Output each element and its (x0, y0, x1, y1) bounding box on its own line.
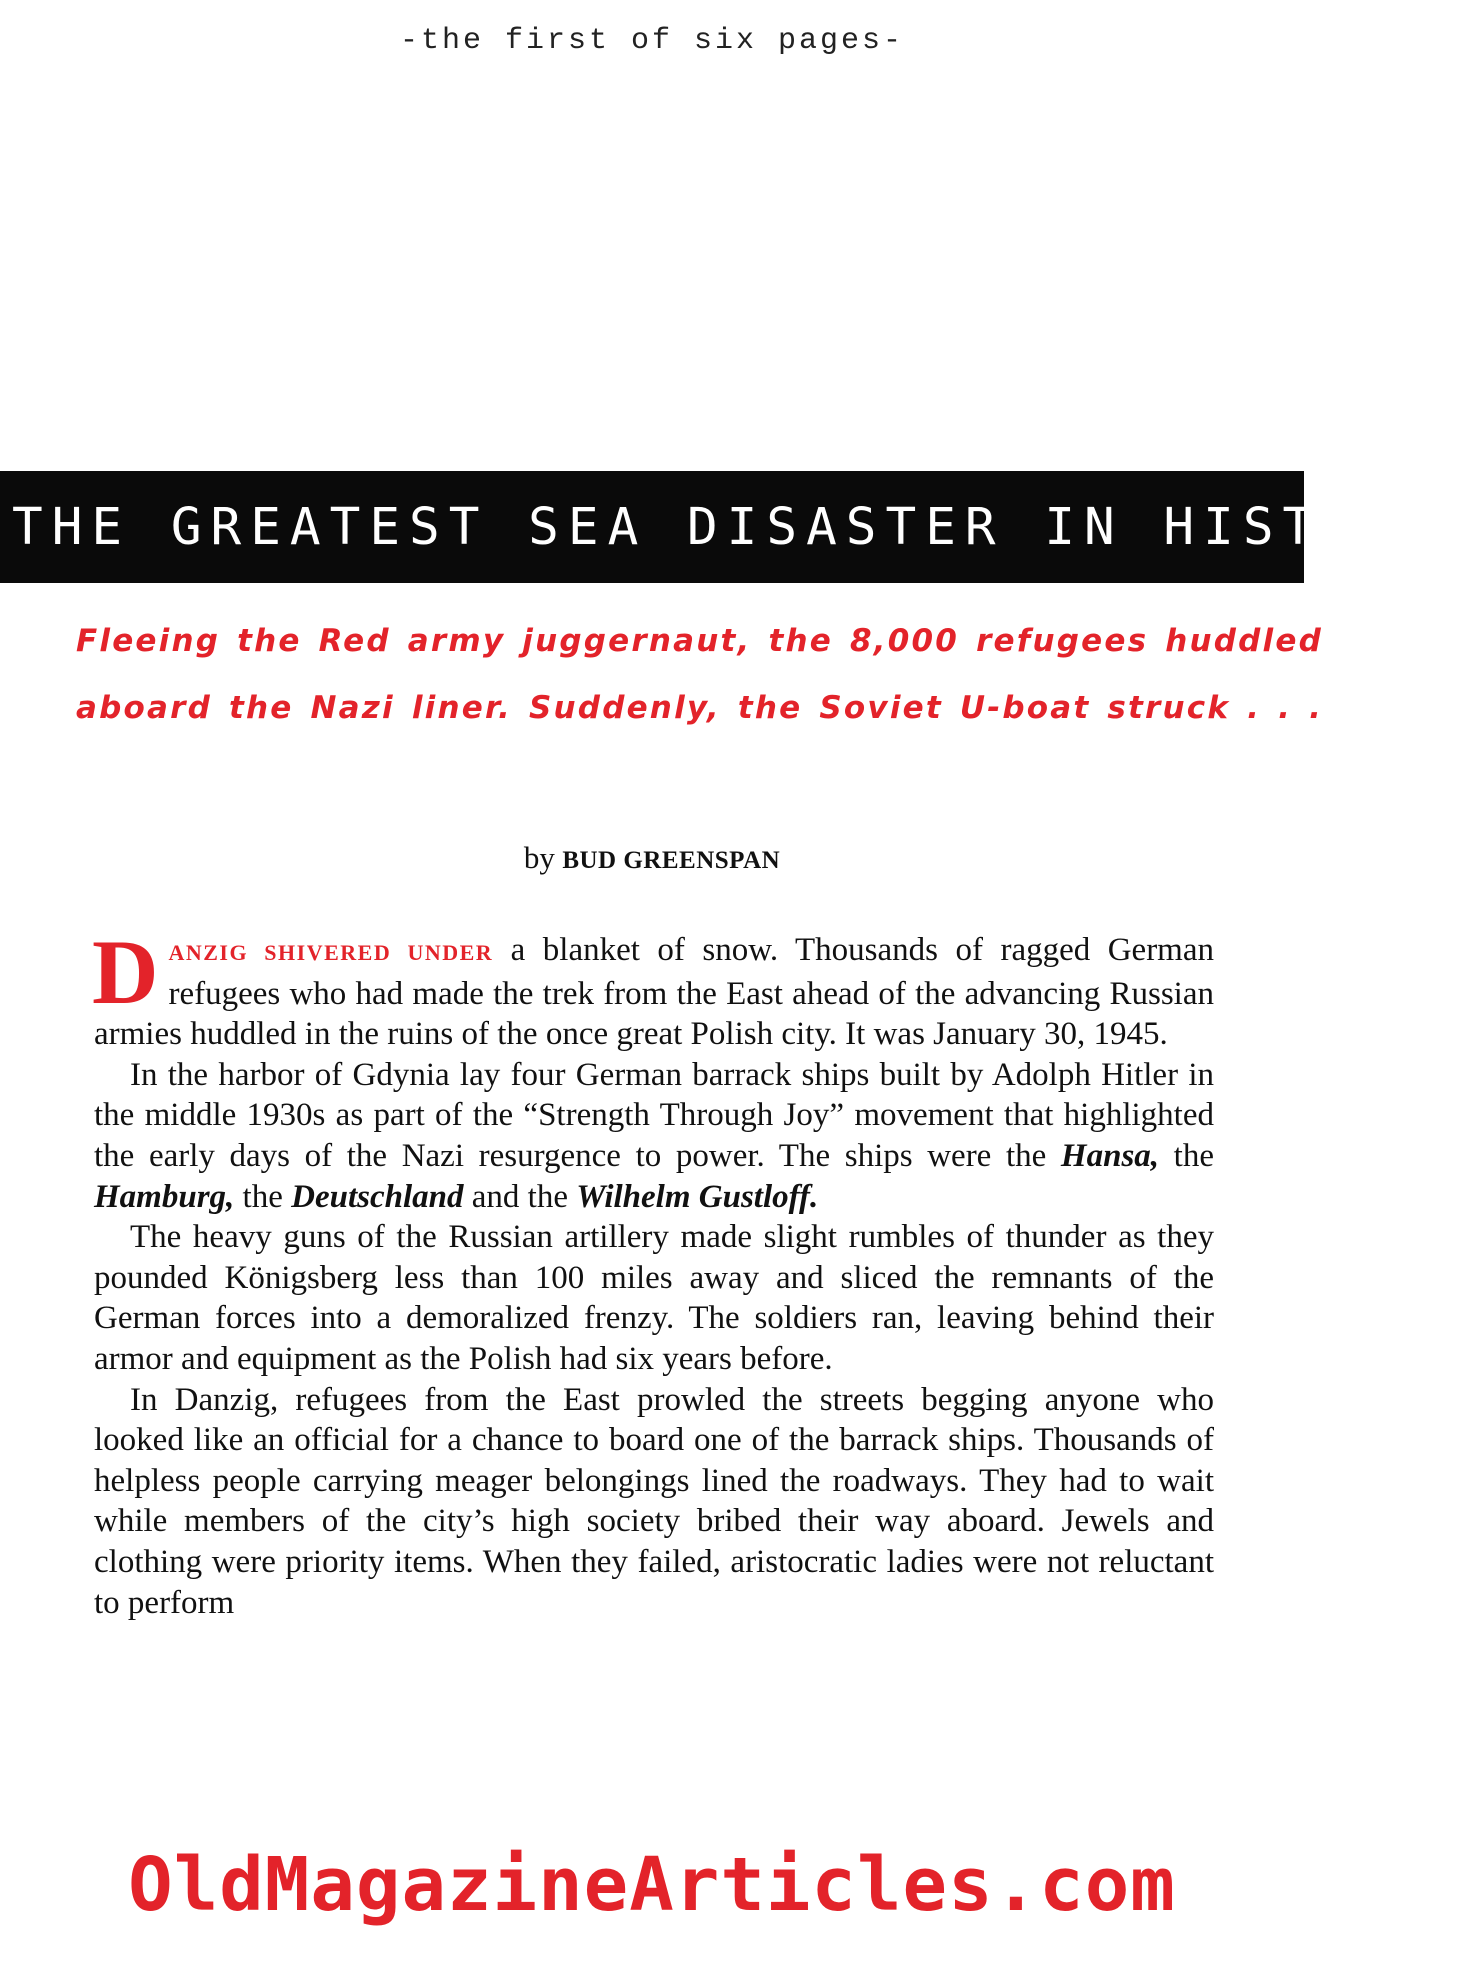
paragraph-2-text-c: the (234, 1178, 292, 1215)
paragraph-1-text: a blanket of snow. Thousands of ragged German refugees who had made the trek from the East ahead of the advancing Russian armies huddled in the ruins of the once great Polish city. It was January 30, 1945. (94, 932, 1214, 1053)
site-watermark: OldMagazineArticles.com (128, 1842, 1176, 1928)
page-note: -the first of six pages- (399, 24, 905, 58)
drop-cap: D (92, 921, 159, 1023)
article-paragraph-2 (94, 1055, 1214, 1217)
paragraph-2-text-b: the (1159, 1137, 1214, 1174)
ship-name-wilhelm-gustloff: Wilhelm Gustloff. (576, 1178, 819, 1215)
headline-bar (0, 471, 1481, 583)
byline-prefix: by (523, 840, 555, 875)
headline: THE GREATEST SEA DISASTER IN HISTORYY (12, 497, 1481, 557)
lead-caps: ANZIG SHIVERED UNDER (168, 940, 494, 965)
ship-name-deutschland: Deutschland (291, 1178, 464, 1215)
deck-line-2: aboard the Nazi liner. Suddenly, the Soviet U-boat struck . . . (76, 690, 1324, 726)
ship-name-hamburg: Hamburg, (94, 1178, 235, 1215)
paragraph-2-text-d: and the (463, 1178, 577, 1215)
ship-name-hansa: Hansa, (1060, 1137, 1160, 1174)
article-paragraph-4: In Danzig, refugees from the East prowled the streets begging anyone who looked like an official for a chance to board one of the barrack ships. Thousands of helpless people carrying meager belongings lined the roadways. They had to wait while members of the city’s high society bribed their way aboard. Jewels and clothing were priority items. When they failed, aristocratic ladies were not reluctant to perform (94, 1381, 1214, 1621)
byline (0, 840, 1304, 876)
paragraph-2-text-a: In the harbor of Gdynia lay four German barrack ships built by Adolph Hitler in the middle 1930s as part of the “Strength Through Joy” movement that highlighted the early days of the Nazi resurgence to power. The ships were the (94, 1056, 1214, 1174)
article-paragraph-3: The heavy guns of the Russian artillery made slight rumbles of thunder as they pounded Königsberg less than 100 miles away and sliced the remnants of the German forces into a demoralized frenzy. The soldiers ran, leaving behind their armor and equipment as the Polish had six years before. (94, 1219, 1214, 1377)
deck-line-1: Fleeing the Red army juggernaut, the 8,000 refugees huddled (76, 623, 1323, 659)
deck (76, 608, 1324, 742)
byline-author: BUD GREENSPAN (562, 847, 781, 874)
article-body (92, 921, 1214, 1623)
article-paragraph-1 (92, 921, 1214, 1055)
